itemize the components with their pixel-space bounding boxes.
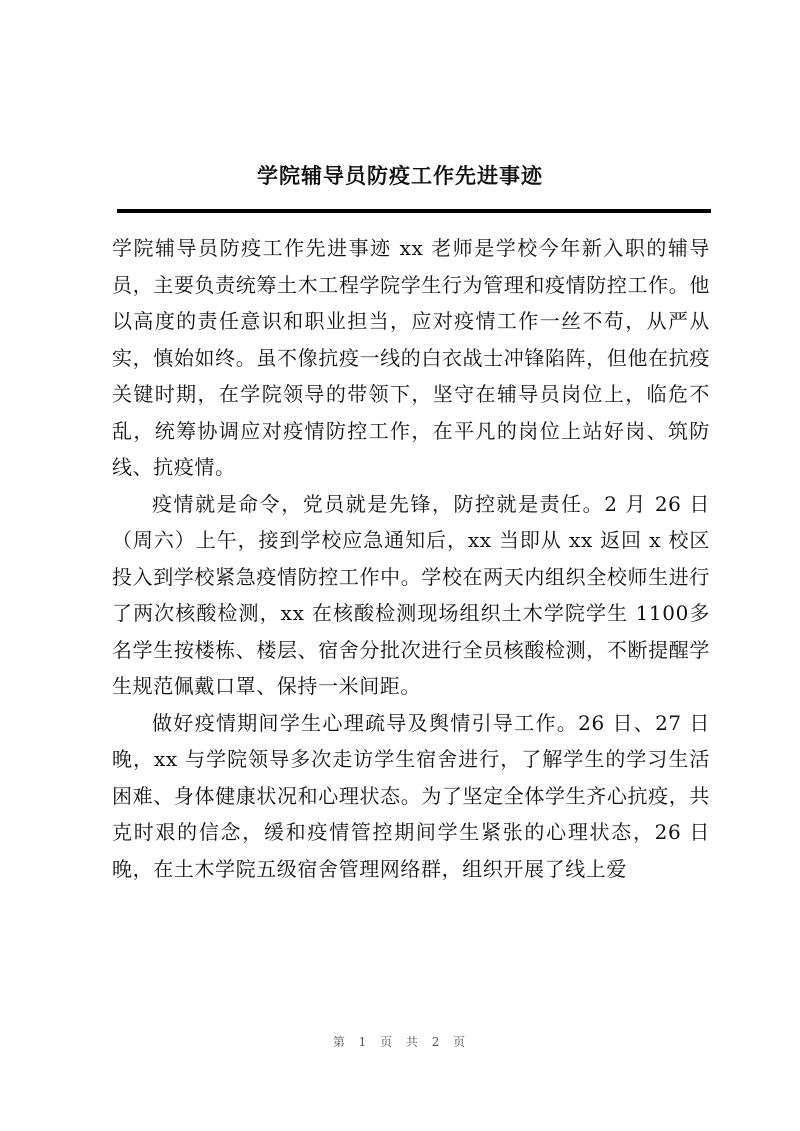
title-divider (117, 209, 711, 213)
document-title: 学院辅导员防疫工作先进事迹 (257, 163, 543, 188)
paragraph-2: 疫情就是命令，党员就是先锋，防控就是责任。2 月 26 日（周六）上午，接到学校应急通知后，xx 当即从 xx 返回 x 校区投入到学校紧急疫情防控工作中。学校在两天内组织全校师生进行了两次核酸检测，xx 在核酸检测现场组织土木学院学生 1100多名学生按楼栋、楼层、宿舍分批次进行全员核酸检测，不断提醒学生规范佩戴口罩、保持一米间距。 (112, 491, 710, 698)
paragraph-1: 学院辅导员防疫工作先进事迹 xx 老师是学校今年新入职的辅导员，主要负责统筹土木工程学院学生行为管理和疫情防控工作。他以高度的责任意识和职业担当，应对疫情工作一丝不苟，从严从实，慎始如终。虽不像抗疫一线的白衣战士冲锋陷阵，但他在抗疫关键时期，在学院领导的带领下，坚守在辅导员岗位上，临危不乱，统筹协调应对疫情防控工作，在平凡的岗位上站好岗、筑防线、抗疫情。 (112, 236, 710, 479)
document-body (112, 230, 710, 887)
page-footer: 第 1 页 共 2 页 (332, 1035, 468, 1049)
paragraph-3: 做好疫情期间学生心理疏导及舆情引导工作。26 日、27 日晚，xx 与学院领导多次走访学生宿舍进行，了解学生的学习生活困难、身体健康状况和心理状态。为了坚定全体学生齐心抗疫，共克时艰的信念，缓和疫情管控期间学生紧张的心理状态，26 日晚，在土木学院五级宿舍管理网络群，组织开展了线上爱 (112, 710, 710, 881)
